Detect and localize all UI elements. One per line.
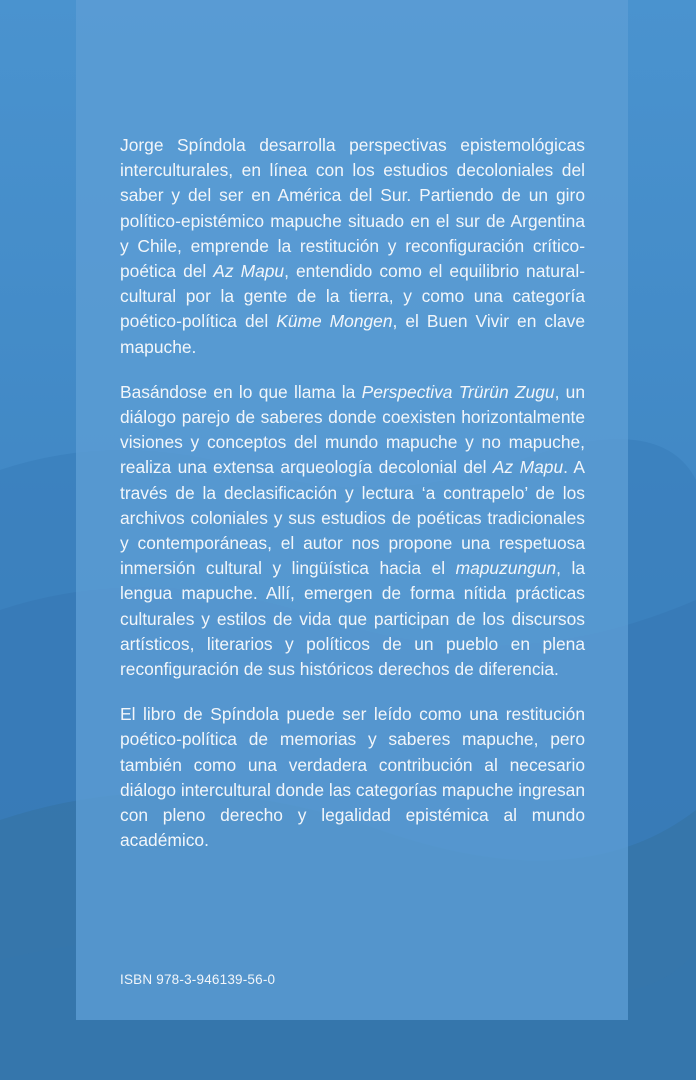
paragraph-text: , el Buen Vivir en clave mapuche. (120, 311, 586, 357)
italic-term: Küme Mongen (276, 311, 393, 332)
paragraph-text: , la lengua mapuche. Allí, emergen de forma nítida prácticas culturales y estilos de vida que participan de los discursos artísticos, literarios y políticos de un pueblo en plena reconfiguración de sus históricos derechos de diferencia. (120, 558, 586, 680)
body-paragraph (120, 133, 585, 360)
paragraph-text: . A través de la declasificación y lectura ‘a contrapelo’ de los archivos coloniales y sus estudios de poéticas tradicionales y contemporáneas, el autor nos propone una respetuosa inmersión cultural y lingüística hacia el (120, 457, 585, 579)
italic-term: Perspectiva Trürün Zugu (361, 381, 555, 402)
paragraph-text: Basándose en lo que llama la (120, 381, 362, 402)
italic-term: Az Mapu (492, 457, 564, 478)
body-paragraph (120, 702, 585, 853)
paragraph-text: Jorge Spíndola desarrolla perspectivas epistemológicas interculturales, en línea con los estudios decoloniales del saber y del ser en América del Sur. Partiendo de un giro político-epistémico mapuche situado en el sur de Argentina y Chile, emprende la restitución y reconfiguración crítico-poética del (120, 135, 585, 282)
paragraph-text: , un diálogo parejo de saberes donde coexisten horizontalmente visiones y conceptos del mundo mapuche y no mapuche, realiza una extensa arqueología decolonial del (120, 381, 586, 478)
body-paragraph (120, 380, 585, 682)
paragraph-text: El libro de Spíndola puede ser leído como una restitución poético-política de memorias y saberes mapuche, pero también como una verdadera contribución al necesario diálogo intercultural donde las categorías mapuche ingresan con pleno derecho y legalidad epistémica al mundo académico. (120, 704, 586, 851)
back-cover-text (120, 133, 585, 873)
italic-term: Az Mapu (213, 261, 285, 282)
isbn-number: ISBN 978-3-946139-56-0 (120, 972, 276, 987)
paragraph-text: , entendido como el equilibrio natural-cultural por la gente de la tierra, y como una categoría poético-política del (120, 261, 585, 332)
italic-term: mapuzungun (455, 558, 557, 579)
